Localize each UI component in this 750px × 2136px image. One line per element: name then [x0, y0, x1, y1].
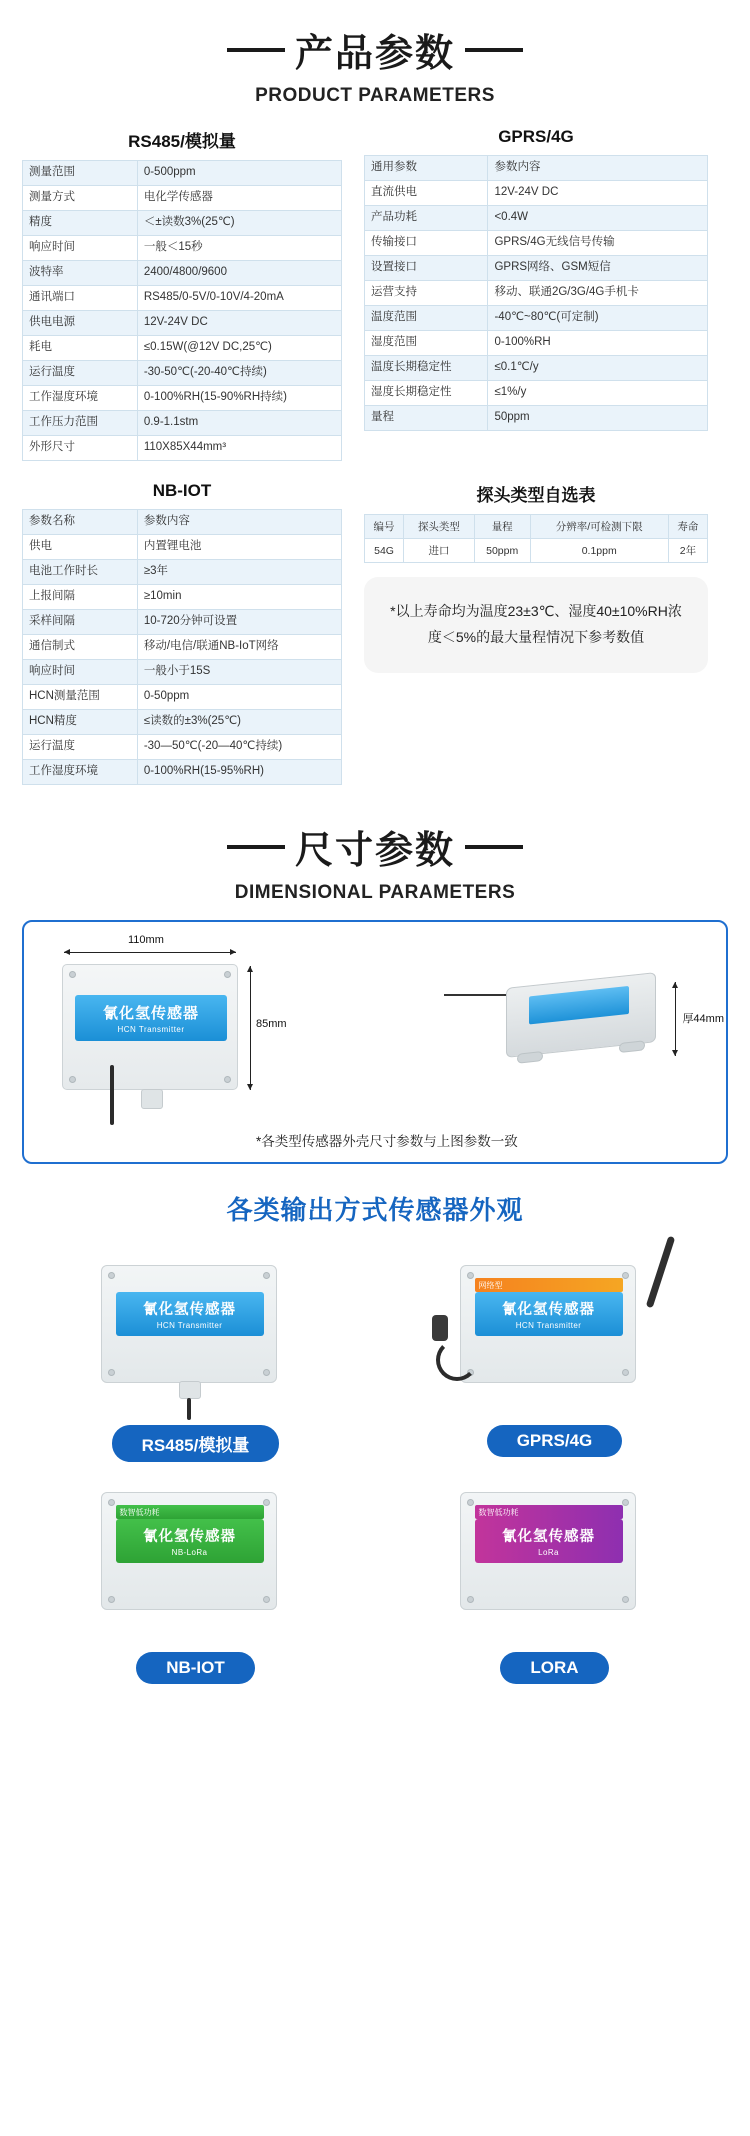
spec-key: 通用参数: [365, 156, 488, 181]
device-housing: [101, 1265, 277, 1383]
spec-value: GPRS/4G无线信号传输: [488, 231, 708, 256]
screw-icon: [622, 1272, 629, 1279]
screw-icon: [108, 1499, 115, 1506]
spec-key: 响应时间: [23, 660, 138, 685]
spec-key: 温度长期稳定性: [365, 356, 488, 381]
spec-key: 外形尺寸: [23, 436, 138, 461]
spec-value: ≥10min: [137, 585, 341, 610]
spec-key: 量程: [365, 406, 488, 431]
probe-header-cell: 探头类型: [404, 515, 475, 539]
table-row: [23, 610, 342, 635]
table-row: [23, 361, 342, 386]
table-row: [23, 411, 342, 436]
dash-left-icon-2: [227, 845, 285, 849]
spec-value: 10-720分钟可设置: [137, 610, 341, 635]
spec-value: RS485/0-5V/0-10V/4-20mA: [137, 286, 341, 311]
spec-key: 测量方式: [23, 186, 138, 211]
section-title-cn: 产品参数: [294, 33, 455, 75]
spec-value: ≤0.15W(@12V DC,25℃): [137, 336, 341, 361]
dimensional-parameters-heading: [0, 785, 750, 904]
spec-value: 电化学传感器: [137, 186, 341, 211]
device-name-en: HCN Transmitter: [117, 1025, 185, 1034]
probe-cell: 54G: [365, 539, 404, 563]
dash-right-icon: [465, 48, 523, 52]
plate-name-en: HCN Transmitter: [515, 1321, 582, 1330]
nbiot-table: [22, 509, 342, 785]
mount-foot-icon: [619, 1040, 645, 1053]
gprs-table-title: GPRS/4G: [498, 127, 574, 146]
device-label-plate: [116, 1519, 264, 1563]
table-row: [23, 585, 342, 610]
mount-foot-icon: [517, 1051, 543, 1064]
spec-value: 0-500ppm: [137, 161, 341, 186]
spec-value: 移动/电信/联通NB-IoT网络: [137, 635, 341, 660]
spec-value: -30—50℃(-20—40℃持续): [137, 735, 341, 760]
screw-icon: [69, 1076, 76, 1083]
spec-key: 直流供电: [365, 181, 488, 206]
spec-value: 0-100%RH(15-95%RH): [137, 760, 341, 785]
screw-icon: [263, 1369, 270, 1376]
table-row: [365, 306, 708, 331]
table-row: [23, 386, 342, 411]
spec-key: 产品功耗: [365, 206, 488, 231]
nbiot-table-title: NB-IOT: [152, 481, 212, 500]
table-row: [365, 406, 708, 431]
plate-name-cn: 氰化氢传感器: [502, 1302, 595, 1318]
spec-key: 波特率: [23, 261, 138, 286]
spec-key: 工作湿度环境: [23, 760, 138, 785]
table-row: [365, 181, 708, 206]
spec-key: 运营支持: [365, 281, 488, 306]
table-row: [23, 261, 342, 286]
gallery-title: 各类输出方式传感器外观: [226, 1195, 524, 1225]
gprs-table-body: [365, 156, 708, 431]
device-housing: [460, 1265, 636, 1383]
device-iso-plate: [529, 986, 629, 1025]
plate-name-cn: 氰化氢传感器: [502, 1529, 595, 1545]
plate-name-cn: 氰化氢传感器: [143, 1302, 236, 1318]
height-dimension-label: 85mm: [256, 1018, 287, 1030]
spec-value: <0.4W: [488, 206, 708, 231]
spec-value: ≤读数的±3%(25℃): [137, 710, 341, 735]
device-housing: [101, 1492, 277, 1610]
spec-key: 湿度范围: [365, 331, 488, 356]
screw-icon: [263, 1596, 270, 1603]
probe-table-head: [365, 515, 708, 539]
width-dimension-label: 110mm: [128, 934, 164, 946]
spec-key: 工作压力范围: [23, 411, 138, 436]
spec-tables-row-1: [0, 127, 750, 461]
probe-table-body: [365, 539, 708, 563]
heading-cn-row: [0, 22, 750, 77]
table-row: [365, 331, 708, 356]
table-row: [23, 760, 342, 785]
spec-key: 温度范围: [365, 306, 488, 331]
probe-table: [364, 514, 708, 563]
spec-key: 电池工作时长: [23, 560, 138, 585]
device-label-plate: [75, 995, 227, 1041]
rs485-block: [22, 127, 342, 461]
plate-top-label: 网络型: [478, 1281, 503, 1290]
spec-key: 工作湿度环境: [23, 386, 138, 411]
spec-value: 12V-24V DC: [137, 311, 341, 336]
spec-key: 供电: [23, 535, 138, 560]
spec-key: 设置接口: [365, 256, 488, 281]
spec-value: 50ppm: [488, 406, 708, 431]
spec-key: 供电电源: [23, 311, 138, 336]
cable-icon: [110, 1065, 114, 1125]
nbiot-block: [22, 481, 342, 785]
spec-key: 测量范围: [23, 161, 138, 186]
screw-icon: [108, 1596, 115, 1603]
spec-key: 耗电: [23, 336, 138, 361]
table-row: [23, 311, 342, 336]
spec-key: 采样间隔: [23, 610, 138, 635]
rs485-table-title: RS485/模拟量: [128, 132, 236, 151]
gallery-item: [24, 1468, 367, 1684]
plate-name-cn: 氰化氢传感器: [143, 1529, 236, 1545]
spec-value: 参数内容: [488, 156, 708, 181]
table-row: [23, 735, 342, 760]
rs485-table: [22, 160, 342, 461]
spec-value: ≥3年: [137, 560, 341, 585]
table-row: [365, 156, 708, 181]
table-row: [23, 286, 342, 311]
plate-top-label: 数智低功耗: [119, 1508, 160, 1517]
plug-cable-icon: [436, 1339, 478, 1381]
screw-icon: [467, 1596, 474, 1603]
cable-gland-icon: [141, 1089, 163, 1109]
device-photo: [51, 1468, 341, 1648]
dim-heading-cn-row: [0, 819, 750, 874]
table-row: [365, 356, 708, 381]
table-row: [23, 336, 342, 361]
spec-key: 响应时间: [23, 236, 138, 261]
table-row: [23, 660, 342, 685]
device-front-view: [62, 964, 238, 1090]
table-row: [23, 685, 342, 710]
screw-icon: [263, 1272, 270, 1279]
screw-icon: [108, 1272, 115, 1279]
spec-value: 内置锂电池: [137, 535, 341, 560]
dim-title-cn: 尺寸参数: [294, 830, 455, 872]
gallery-item: [24, 1241, 367, 1462]
probe-header-cell: 量程: [474, 515, 530, 539]
plate-name-en: NB-LoRa: [171, 1548, 208, 1557]
table-row: [23, 710, 342, 735]
plate-name-en: HCN Transmitter: [156, 1321, 223, 1330]
screw-icon: [69, 971, 76, 978]
device-housing: [460, 1492, 636, 1610]
spec-key: 通信制式: [23, 635, 138, 660]
spec-value: 0.9-1.1stm: [137, 411, 341, 436]
spec-key: 湿度长期稳定性: [365, 381, 488, 406]
gallery-caption: GPRS/4G: [487, 1425, 623, 1457]
table-row: [365, 231, 708, 256]
depth-dimension-arrow: [675, 982, 676, 1056]
antenna-icon: [645, 1236, 675, 1309]
screw-icon: [622, 1499, 629, 1506]
spec-key: 通讯端口: [23, 286, 138, 311]
table-row: [365, 256, 708, 281]
plate-name-en: LoRa: [538, 1548, 559, 1557]
depth-dimension-label: 厚44mm: [682, 1013, 724, 1025]
screw-icon: [622, 1369, 629, 1376]
plate-top-label: 数智低功耗: [478, 1508, 519, 1517]
probe-cell: 50ppm: [474, 539, 530, 563]
table-row: [23, 635, 342, 660]
spec-value: 一般小于15S: [137, 660, 341, 685]
antenna-wire-icon: [444, 994, 508, 996]
table-row: [23, 560, 342, 585]
table-row: [23, 186, 342, 211]
spec-value: 0-100%RH(15-90%RH持续): [137, 386, 341, 411]
cable-icon: [187, 1398, 191, 1420]
spec-key: 精度: [23, 211, 138, 236]
dash-right-icon-2: [465, 845, 523, 849]
product-parameters-heading: [0, 0, 750, 107]
table-row: [365, 539, 708, 563]
table-row: [23, 535, 342, 560]
dim-title-en: DIMENSIONAL PARAMETERS: [234, 882, 516, 903]
gallery-caption: NB-IOT: [136, 1652, 255, 1684]
table-row: [23, 436, 342, 461]
probe-header-row: [365, 515, 708, 539]
probe-cell: 0.1ppm: [530, 539, 668, 563]
device-photo: [51, 1241, 341, 1421]
spec-value: 0-100%RH: [488, 331, 708, 356]
spec-value: 参数内容: [137, 510, 341, 535]
spec-key: 传输接口: [365, 231, 488, 256]
spec-value: ≤1%/y: [488, 381, 708, 406]
probe-header-cell: 分辨率/可检测下限: [530, 515, 668, 539]
nbiot-table-body: [23, 510, 342, 785]
spec-key: HCN精度: [23, 710, 138, 735]
table-row: [23, 236, 342, 261]
table-row: [365, 381, 708, 406]
screw-icon: [622, 1596, 629, 1603]
gallery-grid: [0, 1227, 750, 1684]
gprs-block: [364, 127, 708, 431]
spec-value: ＜±读数3%(25℃): [137, 211, 341, 236]
device-label-plate: [475, 1519, 623, 1563]
spec-tables-row-2: [0, 481, 750, 785]
probe-table-title: 探头类型自选表: [476, 486, 596, 505]
spec-key: HCN测量范围: [23, 685, 138, 710]
spec-value: 12V-24V DC: [488, 181, 708, 206]
gprs-table: [364, 155, 708, 431]
screw-icon: [224, 1076, 231, 1083]
spec-value: GPRS网络、GSM短信: [488, 256, 708, 281]
probe-header-cell: 编号: [365, 515, 404, 539]
spec-key: 运行温度: [23, 361, 138, 386]
device-name-cn: 氰化氢传感器: [102, 1005, 199, 1022]
device-photo: [410, 1468, 700, 1648]
screw-icon: [263, 1499, 270, 1506]
screw-icon: [467, 1499, 474, 1506]
dimension-diagram: [22, 920, 728, 1164]
spec-value: 110X85X44mm³: [137, 436, 341, 461]
probe-header-cell: 寿命: [668, 515, 707, 539]
gallery-item: [383, 1241, 726, 1462]
spec-key: 参数名称: [23, 510, 138, 535]
spec-value: ≤0.1℃/y: [488, 356, 708, 381]
gallery-caption: RS485/模拟量: [112, 1425, 280, 1462]
probe-block: [364, 481, 708, 673]
width-dimension-arrow: [64, 952, 236, 953]
table-row: [23, 211, 342, 236]
probe-note-card: *以上寿命均为温度23±3℃、湿度40±10%RH浓度＜5%的最大量程情况下参考数值: [364, 577, 708, 673]
spec-value: 2400/4800/9600: [137, 261, 341, 286]
power-plug-icon: [432, 1315, 448, 1341]
table-row: [365, 206, 708, 231]
probe-cell: 2年: [668, 539, 707, 563]
device-label-plate: [475, 1292, 623, 1336]
dash-left-icon: [227, 48, 285, 52]
spec-value: 0-50ppm: [137, 685, 341, 710]
dimension-note: *各类型传感器外壳尺寸参数与上图参数一致: [256, 1134, 518, 1149]
gallery-caption: LORA: [500, 1652, 608, 1684]
table-row: [23, 161, 342, 186]
spec-key: 运行温度: [23, 735, 138, 760]
screw-icon: [108, 1369, 115, 1376]
spec-value: -30-50℃(-20-40℃持续): [137, 361, 341, 386]
device-iso-view: [506, 972, 656, 1058]
probe-cell: 进口: [404, 539, 475, 563]
spec-key: 上报间隔: [23, 585, 138, 610]
gallery-item: [383, 1468, 726, 1684]
rs485-table-body: [23, 161, 342, 461]
screw-icon: [224, 971, 231, 978]
spec-value: -40℃~80℃(可定制): [488, 306, 708, 331]
screw-icon: [467, 1272, 474, 1279]
spec-value: 移动、联通2G/3G/4G手机卡: [488, 281, 708, 306]
section-title-en: PRODUCT PARAMETERS: [255, 85, 495, 106]
table-row: [365, 281, 708, 306]
device-label-plate: [116, 1292, 264, 1336]
table-row: [23, 510, 342, 535]
height-dimension-arrow: [250, 966, 251, 1090]
device-photo: [410, 1241, 700, 1421]
cable-gland-icon: [179, 1381, 201, 1399]
spec-value: 一般＜15秒: [137, 236, 341, 261]
